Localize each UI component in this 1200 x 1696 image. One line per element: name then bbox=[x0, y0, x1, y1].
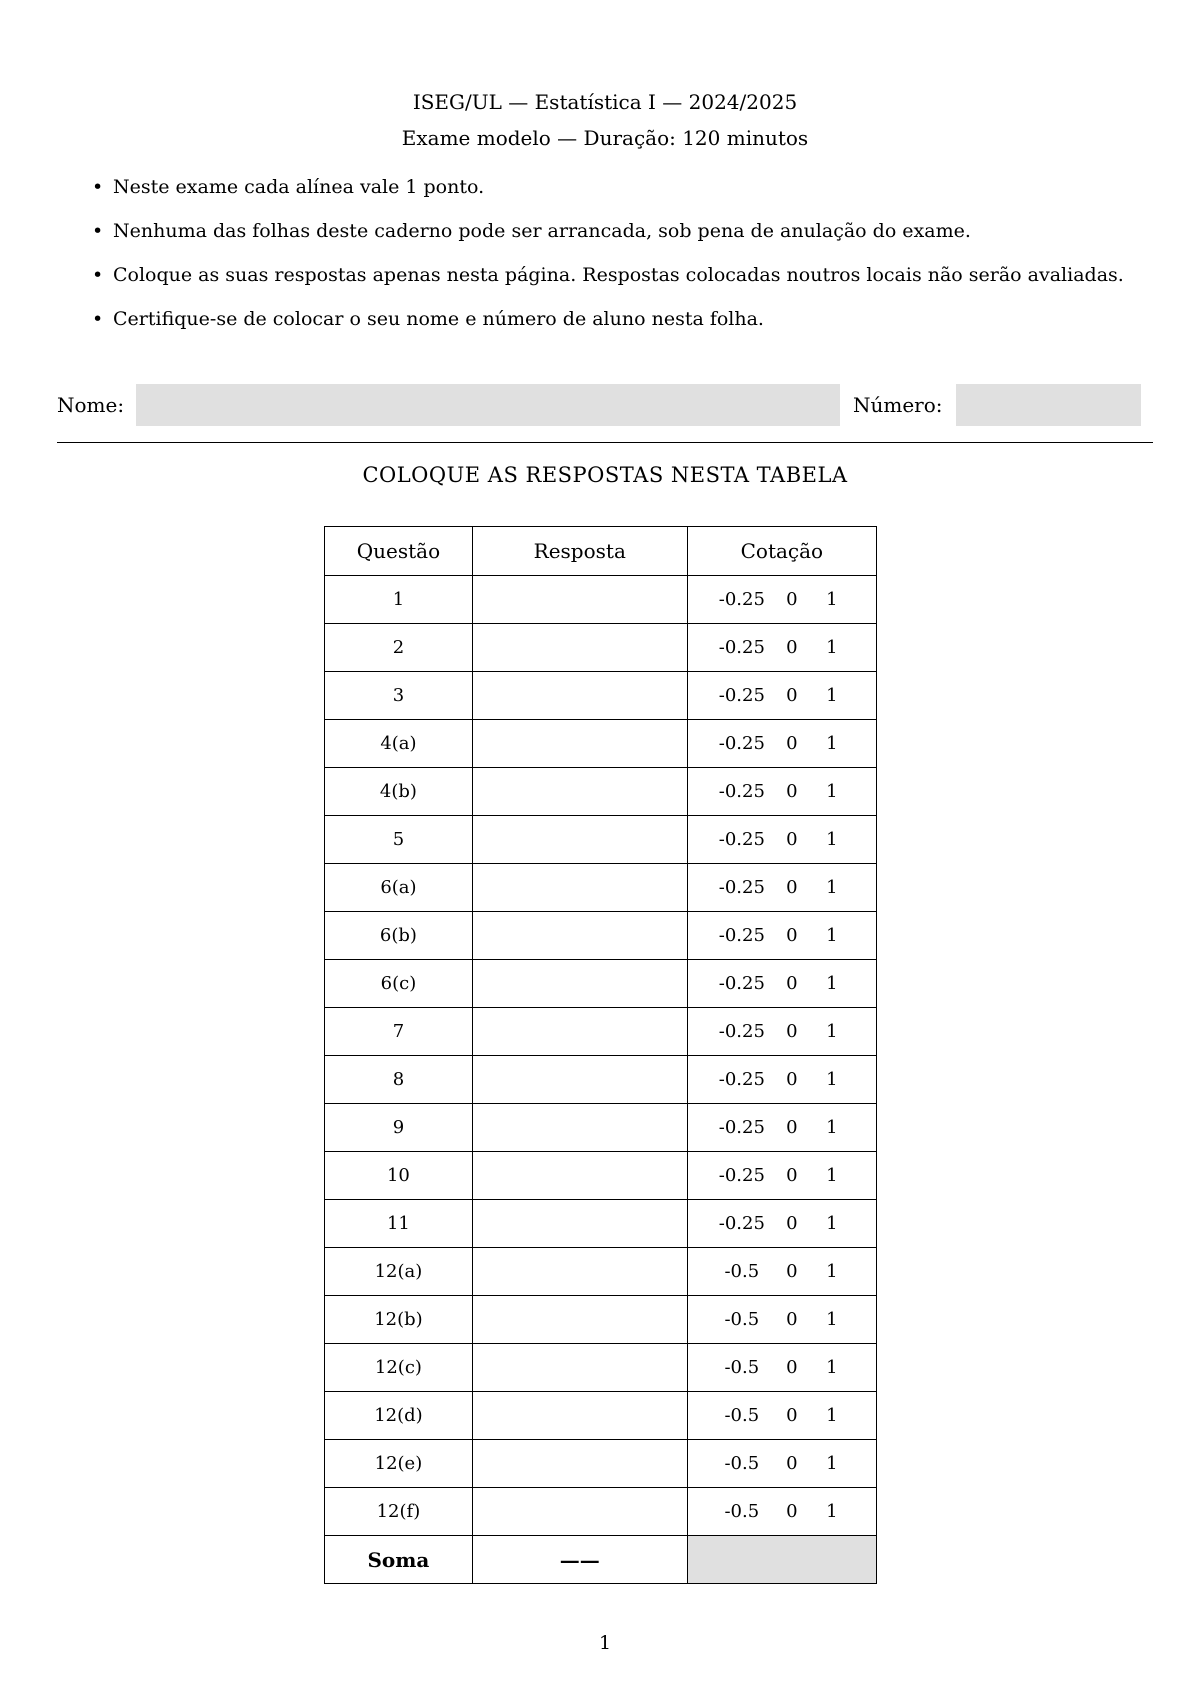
score-penalty: -0.25 bbox=[718, 925, 765, 946]
exam-subtitle: Exame modelo — Duração: 120 minutos bbox=[401, 126, 809, 150]
table-row bbox=[325, 1440, 877, 1488]
score-options bbox=[687, 672, 876, 720]
question-number: 4(b) bbox=[325, 768, 473, 816]
question-number: 1 bbox=[325, 576, 473, 624]
score-full: 1 bbox=[826, 589, 838, 610]
identification-row bbox=[57, 384, 1153, 426]
answer-table bbox=[324, 526, 877, 1584]
score-options bbox=[687, 816, 876, 864]
number-label: Número: bbox=[853, 393, 943, 417]
answer-cell[interactable] bbox=[472, 1488, 687, 1536]
bullet-icon: • bbox=[92, 220, 104, 242]
score-zero: 0 bbox=[786, 781, 798, 802]
question-number: 12(b) bbox=[325, 1296, 473, 1344]
score-zero: 0 bbox=[786, 1453, 798, 1474]
score-full: 1 bbox=[826, 1021, 838, 1042]
score-group bbox=[707, 685, 857, 706]
answer-table-title: COLOQUE AS RESPOSTAS NESTA TABELA bbox=[362, 463, 848, 487]
table-row bbox=[325, 768, 877, 816]
table-row bbox=[325, 1152, 877, 1200]
score-options bbox=[687, 768, 876, 816]
score-options bbox=[687, 864, 876, 912]
score-full: 1 bbox=[826, 733, 838, 754]
score-group bbox=[707, 733, 857, 754]
score-group bbox=[707, 1453, 857, 1474]
score-group bbox=[707, 1405, 857, 1426]
score-options bbox=[687, 1008, 876, 1056]
score-full: 1 bbox=[826, 829, 838, 850]
answer-cell[interactable] bbox=[472, 672, 687, 720]
instruction-item bbox=[57, 262, 1153, 288]
score-options bbox=[687, 912, 876, 960]
answer-cell[interactable] bbox=[472, 816, 687, 864]
column-header-answer: Resposta bbox=[472, 527, 687, 576]
score-group bbox=[707, 1309, 857, 1330]
table-row bbox=[325, 672, 877, 720]
score-zero: 0 bbox=[786, 1501, 798, 1522]
bullet-icon: • bbox=[92, 176, 104, 198]
horizontal-divider bbox=[57, 442, 1153, 443]
question-number: 12(f) bbox=[325, 1488, 473, 1536]
score-group bbox=[707, 1021, 857, 1042]
score-full: 1 bbox=[826, 1309, 838, 1330]
score-options bbox=[687, 1440, 876, 1488]
answer-cell[interactable] bbox=[472, 624, 687, 672]
score-group bbox=[707, 1501, 857, 1522]
sum-total-cell[interactable] bbox=[687, 1536, 876, 1584]
score-full: 1 bbox=[826, 1213, 838, 1234]
question-number: 6(b) bbox=[325, 912, 473, 960]
score-penalty: -0.25 bbox=[718, 685, 765, 706]
answer-cell[interactable] bbox=[472, 1296, 687, 1344]
table-row bbox=[325, 1200, 877, 1248]
score-zero: 0 bbox=[786, 1261, 798, 1282]
score-full: 1 bbox=[826, 637, 838, 658]
table-row bbox=[325, 720, 877, 768]
score-options bbox=[687, 1200, 876, 1248]
column-header-question: Questão bbox=[325, 527, 473, 576]
question-number: 8 bbox=[325, 1056, 473, 1104]
bullet-icon: • bbox=[92, 264, 104, 286]
score-penalty: -0.25 bbox=[718, 637, 765, 658]
score-penalty: -0.25 bbox=[718, 733, 765, 754]
score-group bbox=[707, 1165, 857, 1186]
table-row bbox=[325, 1488, 877, 1536]
score-options bbox=[687, 1056, 876, 1104]
score-zero: 0 bbox=[786, 877, 798, 898]
answer-cell[interactable] bbox=[472, 1200, 687, 1248]
score-full: 1 bbox=[826, 1501, 838, 1522]
score-penalty: -0.25 bbox=[718, 877, 765, 898]
table-row bbox=[325, 816, 877, 864]
score-group bbox=[707, 973, 857, 994]
score-group bbox=[707, 637, 857, 658]
question-number: 9 bbox=[325, 1104, 473, 1152]
instructions-list bbox=[57, 174, 1153, 350]
score-zero: 0 bbox=[786, 733, 798, 754]
table-row bbox=[325, 1104, 877, 1152]
score-zero: 0 bbox=[786, 1309, 798, 1330]
question-number: 7 bbox=[325, 1008, 473, 1056]
answer-cell[interactable] bbox=[472, 1056, 687, 1104]
score-penalty: -0.5 bbox=[724, 1309, 760, 1330]
question-number: 12(a) bbox=[325, 1248, 473, 1296]
answer-cell[interactable] bbox=[472, 912, 687, 960]
answer-cell[interactable] bbox=[472, 576, 687, 624]
sum-label: Soma bbox=[325, 1536, 473, 1584]
answer-cell[interactable] bbox=[472, 768, 687, 816]
score-full: 1 bbox=[826, 1357, 838, 1378]
table-row bbox=[325, 1056, 877, 1104]
score-penalty: -0.25 bbox=[718, 973, 765, 994]
score-zero: 0 bbox=[786, 1405, 798, 1426]
answer-cell[interactable] bbox=[472, 1440, 687, 1488]
exam-page bbox=[57, 0, 1153, 1696]
question-number: 4(a) bbox=[325, 720, 473, 768]
instruction-item bbox=[57, 306, 1153, 332]
score-options bbox=[687, 576, 876, 624]
score-options bbox=[687, 1104, 876, 1152]
exam-header bbox=[57, 84, 1153, 156]
score-group bbox=[707, 877, 857, 898]
question-number: 3 bbox=[325, 672, 473, 720]
sum-answer-dash: —— bbox=[472, 1536, 687, 1584]
score-full: 1 bbox=[826, 1261, 838, 1282]
score-full: 1 bbox=[826, 1117, 838, 1138]
score-zero: 0 bbox=[786, 685, 798, 706]
answer-rows bbox=[325, 576, 877, 1536]
score-group bbox=[707, 1261, 857, 1282]
answer-cell[interactable] bbox=[472, 1392, 687, 1440]
answer-cell[interactable] bbox=[472, 720, 687, 768]
bullet-icon: • bbox=[92, 308, 104, 330]
answer-cell[interactable] bbox=[472, 1152, 687, 1200]
score-penalty: -0.25 bbox=[718, 1117, 765, 1138]
score-zero: 0 bbox=[786, 1357, 798, 1378]
instruction-text: Neste exame cada alínea vale 1 ponto. bbox=[113, 176, 485, 198]
score-zero: 0 bbox=[786, 1021, 798, 1042]
score-options bbox=[687, 1152, 876, 1200]
question-number: 11 bbox=[325, 1200, 473, 1248]
score-penalty: -0.25 bbox=[718, 1213, 765, 1234]
table-header-row bbox=[325, 527, 877, 576]
score-group bbox=[707, 1117, 857, 1138]
score-options bbox=[687, 720, 876, 768]
table-row bbox=[325, 1296, 877, 1344]
score-full: 1 bbox=[826, 1453, 838, 1474]
score-zero: 0 bbox=[786, 973, 798, 994]
score-options bbox=[687, 1296, 876, 1344]
score-zero: 0 bbox=[786, 637, 798, 658]
name-field[interactable] bbox=[136, 384, 840, 426]
table-row bbox=[325, 912, 877, 960]
page-number: 1 bbox=[598, 1632, 612, 1654]
score-group bbox=[707, 1357, 857, 1378]
score-group bbox=[707, 589, 857, 610]
question-number: 12(d) bbox=[325, 1392, 473, 1440]
answer-cell[interactable] bbox=[472, 1344, 687, 1392]
table-row bbox=[325, 864, 877, 912]
table-row bbox=[325, 1392, 877, 1440]
score-full: 1 bbox=[826, 973, 838, 994]
table-row bbox=[325, 1344, 877, 1392]
score-full: 1 bbox=[826, 1165, 838, 1186]
question-number: 6(a) bbox=[325, 864, 473, 912]
answer-cell[interactable] bbox=[472, 864, 687, 912]
score-penalty: -0.25 bbox=[718, 781, 765, 802]
score-penalty: -0.25 bbox=[718, 1069, 765, 1090]
score-penalty: -0.5 bbox=[724, 1357, 760, 1378]
score-penalty: -0.5 bbox=[724, 1501, 760, 1522]
instruction-text: Nenhuma das folhas deste caderno pode ser arrancada, sob pena de anulação do exame. bbox=[113, 220, 971, 242]
score-group bbox=[707, 1069, 857, 1090]
score-zero: 0 bbox=[786, 589, 798, 610]
question-number: 6(c) bbox=[325, 960, 473, 1008]
table-row bbox=[325, 960, 877, 1008]
table-row bbox=[325, 1248, 877, 1296]
question-number: 2 bbox=[325, 624, 473, 672]
score-full: 1 bbox=[826, 925, 838, 946]
score-zero: 0 bbox=[786, 1165, 798, 1186]
score-group bbox=[707, 1213, 857, 1234]
score-zero: 0 bbox=[786, 925, 798, 946]
score-group bbox=[707, 925, 857, 946]
score-full: 1 bbox=[826, 1069, 838, 1090]
instruction-text: Certifique-se de colocar o seu nome e número de aluno nesta folha. bbox=[113, 308, 764, 330]
answer-cell[interactable] bbox=[472, 1008, 687, 1056]
score-full: 1 bbox=[826, 1405, 838, 1426]
question-number: 10 bbox=[325, 1152, 473, 1200]
score-options bbox=[687, 624, 876, 672]
table-row bbox=[325, 624, 877, 672]
instruction-item bbox=[57, 174, 1153, 200]
question-number: 5 bbox=[325, 816, 473, 864]
student-number-field[interactable] bbox=[956, 384, 1141, 426]
question-number: 12(c) bbox=[325, 1344, 473, 1392]
answer-cell[interactable] bbox=[472, 1248, 687, 1296]
score-penalty: -0.25 bbox=[718, 589, 765, 610]
course-title: ISEG/UL — Estatística I — 2024/2025 bbox=[412, 90, 798, 114]
score-full: 1 bbox=[826, 781, 838, 802]
question-number: 12(e) bbox=[325, 1440, 473, 1488]
score-options bbox=[687, 1344, 876, 1392]
score-options bbox=[687, 1392, 876, 1440]
score-penalty: -0.5 bbox=[724, 1453, 760, 1474]
column-header-score: Cotação bbox=[687, 527, 876, 576]
table-row bbox=[325, 576, 877, 624]
answer-cell[interactable] bbox=[472, 1104, 687, 1152]
score-penalty: -0.25 bbox=[718, 1021, 765, 1042]
score-penalty: -0.5 bbox=[724, 1405, 760, 1426]
name-label: Nome: bbox=[57, 393, 125, 417]
score-zero: 0 bbox=[786, 1213, 798, 1234]
score-options bbox=[687, 960, 876, 1008]
score-penalty: -0.25 bbox=[718, 1165, 765, 1186]
score-penalty: -0.5 bbox=[724, 1261, 760, 1282]
score-penalty: -0.25 bbox=[718, 829, 765, 850]
instruction-text: Coloque as suas respostas apenas nesta página. Respostas colocadas noutros locais não serão avaliadas. bbox=[113, 264, 1124, 286]
score-options bbox=[687, 1248, 876, 1296]
score-group bbox=[707, 781, 857, 802]
score-zero: 0 bbox=[786, 829, 798, 850]
answer-cell[interactable] bbox=[472, 960, 687, 1008]
score-options bbox=[687, 1488, 876, 1536]
score-full: 1 bbox=[826, 877, 838, 898]
table-row bbox=[325, 1008, 877, 1056]
sum-row bbox=[325, 1536, 877, 1584]
instruction-item bbox=[57, 218, 1153, 244]
score-zero: 0 bbox=[786, 1069, 798, 1090]
score-full: 1 bbox=[826, 685, 838, 706]
score-group bbox=[707, 829, 857, 850]
score-zero: 0 bbox=[786, 1117, 798, 1138]
